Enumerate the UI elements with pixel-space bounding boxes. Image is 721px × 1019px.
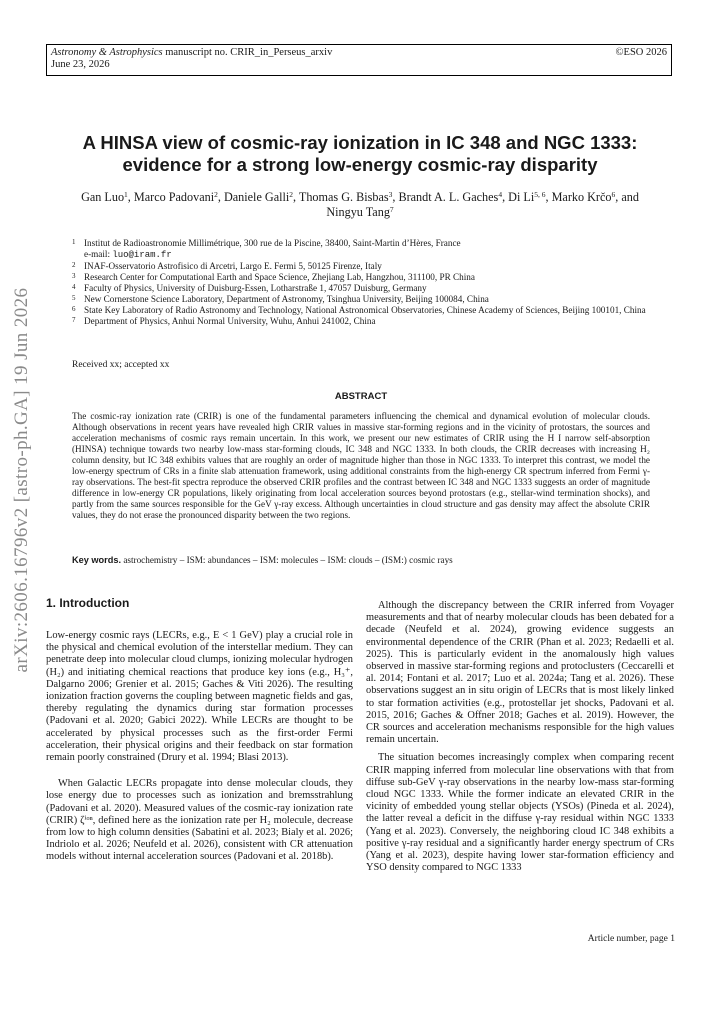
paragraph: The situation becomes increasingly complex when comparing recent CRIR mapping inferred from molecular line observations with that from diffuse sub-GeV γ-ray observations in the nearby low-mass star-forming cloud NGC 1333. While the former indicate an elevated CRIR in the vicinity of embedded young stellar objects (YSOs) (Pineda et al. 2024), the latter reveal a deficit in the diffuse γ-ray residual within NGC 1333 (Yang et al. 2023). Conversely, the neighboring cloud IC 348 exhibits a positive γ-ray residual and a significantly harder energy spectrum of CRs (Yang et al. 2023), despite having lower star-formation efficiency and YSO density compared to NGC 1333	[366, 752, 674, 874]
paragraph: Low-energy cosmic rays (LECRs, e.g., E < 1 GeV) play a crucial role in the physical and chemical evolution of the interstellar medium. They can penetrate deep into molecular cloud clumps, ionizing molecular hydrogen (H₂) and initiating chemical reactions that produce key ions (e.g., H₃⁺, Dalgarno 2006; Grenier et al. 2015; Gaches & Viti 2026). The resulting ionization fraction governs the coupling between magnetic fields and gas, thereby regulating the dynamics during star formation processes (Padovani et al. 2020; Gabici 2022). While LECRs are thought to be accelerated by physical processes such as the first-order Fermi acceleration, their physical origins and their feedback on star formation remain poorly constrained (Drury et al. 1994; Blasi 2013).	[46, 630, 353, 764]
paragraph: When Galactic LECRs propagate into dense molecular clouds, they lose energy due to processes such as ionization and bremsstrahlung (Padovani et al. 2020). Measured values of the cosmic-ray ionization rate (CRIR) ζⁱᵒⁿ, defined here as the ionization rate per H₂ molecule, decrease from low to high column densities (Sabatini et al. 2023; Bialy et al. 2026; Indriolo et al. 2026; Neufeld et al. 2026), consistent with CR attenuation models without internal acceleration sources (Padovani et al. 2018b).	[46, 778, 353, 863]
affiliation-item: 4 Faculty of Physics, University of Duisburg-Essen, Lotharstraße 1, 47057 Duisburg, Germany	[72, 283, 427, 293]
affiliation-item: 7 Department of Physics, Anhui Normal University, Wuhu, Anhui 241002, China	[72, 316, 376, 326]
email-line: e-mail: luo@iram.fr	[84, 249, 172, 260]
left-column	[46, 630, 353, 864]
affiliation-item: 3 Research Center for Computational Earth and Space Science, Zhejiang Lab, Hangzhou, 311100, PR China	[72, 272, 475, 282]
header-copyright: ©ESO 2026	[615, 47, 667, 58]
author: Gan Luo$^1$	[81, 190, 128, 204]
running-header	[46, 44, 672, 76]
paragraph: Although the discrepancy between the CRIR inferred from Voyager measurements and that of nearby molecular clouds has been debated for a decade (Neufeld et al. 2024), growing evidence suggests an environmental dependence of the CRIR (Phan et al. 2023; Redaelli et al. 2025). This is particularly evident in the anomalously high values observed in massive star-forming regions and protoclusters (Ceccarelli et al. 2014; Fontani et al. 2017; Luo et al. 2024a; Tang et al. 2026). These observations suggest an in situ origin of LECRs that is most likely linked to star formation activities (e.g., protostellar jet shocks, Padovani et al. 2015, 2016; Gaches & Offner 2018; Gaches et al. 2019). However, the CR sources and acceleration mechanisms responsible for the high values remain uncertain.	[366, 600, 674, 746]
author: Marco Padovani$^2$	[133, 190, 218, 204]
author: Marko Krčo$^6$	[551, 190, 616, 204]
journal-name: Astronomy & Astrophysics	[51, 47, 163, 58]
keywords-line	[72, 555, 650, 565]
author-list: Gan Luo$^1$, Marco Padovani$^2$, Daniele Galli$^2$, Thomas G. Bisbas$^3$, Brandt A. L. Gaches$^4$, Di Li$^{5, 6}$, Marko Krčo$^6$, and Ningyu Tang$^7$	[81, 190, 639, 219]
abstract-text: The cosmic-ray ionization rate (CRIR) is one of the fundamental parameters influencing the chemical and dynamical evolution of molecular clouds. Although observations in recent years have revealed high CRIR values in massive star-forming regions and in the vicinity of protostars, the sources and acceleration mechanisms of cosmic rays remain uncertain. In this work, we present our new estimates of CRIR using the H I narrow self-absorption (HINSA) technique towards two nearby low-mass star-forming clouds, IC 348 and NGC 1333. In both clouds, the CRIR decreases with increasing H₂ column density, but IC 348 exhibits values that are roughly an order of magnitude higher than those in NGC 1333. To interpret this contrast, we model the low-energy spectrum of CRs in a finite slab attenuation framework, using additional constraints from the high-energy CR spectrum inferred from Fermi γ-ray observations. The best-fit spectra reproduce the observed CRIR profiles and the contrast between IC 348 and NGC 1333 suggests an order of magnitude difference in low-energy CR populations, likely originating from local acceleration sources beyond protostars (e.g., stellar-wind termination shocks), and partly from the same sources responsible for the GeV γ-ray excess. Although uncertainties in cloud structure and gas density may affect the absolute CRIR values, they do not erase the pronounced disparity between the two regions.	[72, 411, 650, 520]
right-column	[366, 600, 674, 874]
affiliation-item: 6 State Key Laboratory of Radio Astronomy and Technology, National Astronomical Observatories, Chinese Academy of Sciences, Beijing 100101, China	[72, 305, 646, 315]
author: Thomas G. Bisbas$^3$	[298, 190, 393, 204]
paper-title	[60, 132, 660, 176]
title-line-1: A HINSA view of cosmic-ray ionization in IC 348 and NGC 1333:	[82, 132, 638, 153]
affiliations	[72, 238, 680, 327]
section-title-introduction: 1. Introduction	[46, 596, 130, 610]
author: Daniele Galli$^2$	[223, 190, 294, 204]
author: Di Li$^{5, 6}$	[508, 190, 546, 204]
title-line-2: evidence for a strong low-energy cosmic-ray disparity	[122, 154, 598, 175]
affiliation-item: 1 Institut de Radioastronomie Millimétrique, 300 rue de la Piscine, 38400, Saint-Martin d’Hères, France	[72, 238, 461, 248]
email-link[interactable]: luo@iram.fr	[112, 250, 172, 260]
author: Brandt A. L. Gaches$^4$	[398, 190, 503, 204]
arxiv-id: arXiv:2606.16796v2 [astro-ph.GA] 19 Jun 2026	[11, 287, 32, 673]
affiliation-item: 5 New Cornerstone Science Laboratory, Department of Astronomy, Tsinghua University, Beijing 100084, China	[72, 294, 489, 304]
page-footer: Article number, page 1	[587, 934, 675, 944]
affiliation-item: 2 INAF-Osservatorio Astrofisico di Arcetri, Largo E. Fermi 5, 50125 Firenze, Italy	[72, 261, 382, 271]
header-journal-line	[51, 47, 667, 59]
keywords-text: astrochemistry – ISM: abundances – ISM: molecules – ISM: clouds – (ISM:) cosmic rays	[123, 555, 453, 565]
arxiv-stamp	[2, 265, 42, 695]
manuscript-id: manuscript no. CRIR_in_Perseus_arxiv	[162, 47, 333, 58]
header-date: June 23, 2026	[51, 59, 110, 70]
received-line: Received xx; accepted xx	[72, 360, 170, 370]
abstract-heading: ABSTRACT	[334, 391, 388, 402]
keywords-label: Key words.	[72, 555, 122, 565]
author: Ningyu Tang$^7$	[326, 205, 394, 219]
